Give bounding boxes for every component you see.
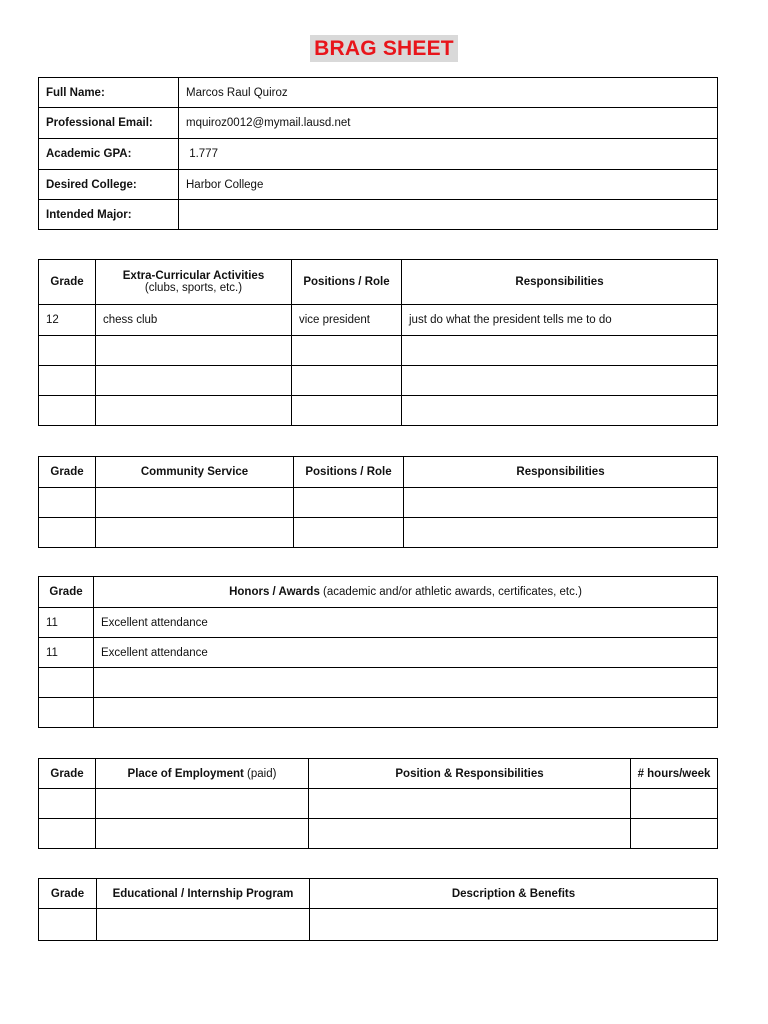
role-cell[interactable] <box>294 518 404 548</box>
table-row <box>39 518 718 548</box>
honors-grade-header: Grade <box>39 577 94 608</box>
education-grade-header: Grade <box>39 879 97 909</box>
community-header-row <box>39 457 718 488</box>
responsibilities-cell[interactable]: just do what the president tells me to do <box>402 305 718 336</box>
grade-cell[interactable] <box>39 789 96 819</box>
community-responsibilities-header: Responsibilities <box>404 457 718 488</box>
table-row <box>39 789 718 819</box>
role-cell[interactable] <box>292 336 402 366</box>
responsibilities-header-text: Responsibilities <box>515 276 604 288</box>
info-row-email <box>39 108 718 139</box>
info-row-gpa <box>39 139 718 170</box>
program-cell[interactable] <box>97 909 310 941</box>
grade-cell[interactable] <box>39 518 96 548</box>
info-row-college <box>39 170 718 200</box>
grade-cell[interactable] <box>39 488 96 518</box>
education-description-header: Description & Benefits <box>310 879 718 909</box>
extracurricular-table <box>38 259 718 426</box>
employment-position-header: Position & Responsibilities <box>309 759 631 789</box>
table-row <box>39 336 718 366</box>
grade-cell[interactable]: 11 <box>39 608 94 638</box>
activity-cell[interactable]: chess club <box>96 305 292 336</box>
employment-grade-header: Grade <box>39 759 96 789</box>
table-row <box>39 698 718 728</box>
employment-hours-header: # hours/week <box>631 759 718 789</box>
community-service-header: Community Service <box>96 457 294 488</box>
place-cell[interactable] <box>96 789 309 819</box>
table-row <box>39 366 718 396</box>
community-grade-header: Grade <box>39 457 96 488</box>
info-row-major <box>39 200 718 230</box>
major-value[interactable] <box>179 200 718 230</box>
email-label: Professional Email: <box>39 108 179 139</box>
activity-cell[interactable] <box>96 336 292 366</box>
description-cell[interactable] <box>310 909 718 941</box>
title-wrap <box>0 35 768 62</box>
employment-header-row <box>39 759 718 789</box>
gpa-value[interactable]: 1.777 <box>179 139 718 170</box>
grade-header-text: Grade <box>50 276 84 288</box>
responsibilities-cell[interactable] <box>402 366 718 396</box>
role-cell[interactable] <box>292 396 402 426</box>
grade-cell[interactable] <box>39 698 94 728</box>
activities-header-text: Extra-Curricular Activities <box>122 270 265 282</box>
place-cell[interactable] <box>96 819 309 849</box>
gpa-label: Academic GPA: <box>39 139 179 170</box>
role-header-text: Positions / Role <box>303 276 390 288</box>
table-row <box>39 608 718 638</box>
activities-header-subtext: (clubs, sports, etc.) <box>144 282 243 294</box>
award-cell[interactable] <box>94 698 718 728</box>
award-cell[interactable] <box>94 668 718 698</box>
grade-cell[interactable] <box>39 819 96 849</box>
info-row-full-name <box>39 78 718 108</box>
employment-table <box>38 758 718 849</box>
college-label: Desired College: <box>39 170 179 200</box>
table-row <box>39 638 718 668</box>
full-name-label: Full Name: <box>39 78 179 108</box>
activity-cell[interactable] <box>96 396 292 426</box>
honors-header-subtext: (academic and/or athletic awards, certificates, etc.) <box>323 586 582 598</box>
extracurricular-grade-header <box>39 260 96 305</box>
table-row <box>39 488 718 518</box>
page-title: BRAG SHEET <box>310 35 458 62</box>
service-cell[interactable] <box>96 518 294 548</box>
table-row <box>39 305 718 336</box>
table-row <box>39 909 718 941</box>
table-row <box>39 819 718 849</box>
place-header-subtext: (paid) <box>247 767 277 780</box>
activity-cell[interactable] <box>96 366 292 396</box>
employment-place-header <box>96 759 309 789</box>
award-cell[interactable]: Excellent attendance <box>94 608 718 638</box>
table-row <box>39 396 718 426</box>
hours-cell[interactable] <box>631 819 718 849</box>
extracurricular-role-header <box>292 260 402 305</box>
responsibilities-cell[interactable] <box>404 518 718 548</box>
grade-cell[interactable]: 11 <box>39 638 94 668</box>
role-cell[interactable] <box>292 366 402 396</box>
award-cell[interactable]: Excellent attendance <box>94 638 718 668</box>
grade-cell[interactable]: 12 <box>39 305 96 336</box>
college-value[interactable]: Harbor College <box>179 170 718 200</box>
responsibilities-cell[interactable] <box>404 488 718 518</box>
info-table <box>38 77 718 230</box>
extracurricular-header-row <box>39 260 718 305</box>
service-cell[interactable] <box>96 488 294 518</box>
honors-header-text: Honors / Awards <box>229 586 320 598</box>
hours-cell[interactable] <box>631 789 718 819</box>
email-value[interactable]: mquiroz0012@mymail.lausd.net <box>179 108 718 139</box>
grade-cell[interactable] <box>39 366 96 396</box>
grade-cell[interactable] <box>39 909 97 941</box>
honors-header-row <box>39 577 718 608</box>
position-cell[interactable] <box>309 819 631 849</box>
responsibilities-cell[interactable] <box>402 396 718 426</box>
full-name-value[interactable]: Marcos Raul Quiroz <box>179 78 718 108</box>
grade-cell[interactable] <box>39 396 96 426</box>
honors-awards-header <box>94 577 718 608</box>
major-label: Intended Major: <box>39 200 179 230</box>
role-cell[interactable]: vice president <box>292 305 402 336</box>
extracurricular-responsibilities-header <box>402 260 718 305</box>
education-program-header: Educational / Internship Program <box>97 879 310 909</box>
community-role-header: Positions / Role <box>294 457 404 488</box>
role-cell[interactable] <box>294 488 404 518</box>
table-row <box>39 668 718 698</box>
place-header-text: Place of Employment <box>127 767 244 780</box>
education-header-row <box>39 879 718 909</box>
grade-cell[interactable] <box>39 668 94 698</box>
responsibilities-cell[interactable] <box>402 336 718 366</box>
education-table <box>38 878 718 941</box>
extracurricular-activities-header <box>96 260 292 305</box>
position-cell[interactable] <box>309 789 631 819</box>
community-table <box>38 456 718 548</box>
grade-cell[interactable] <box>39 336 96 366</box>
honors-table <box>38 576 718 728</box>
